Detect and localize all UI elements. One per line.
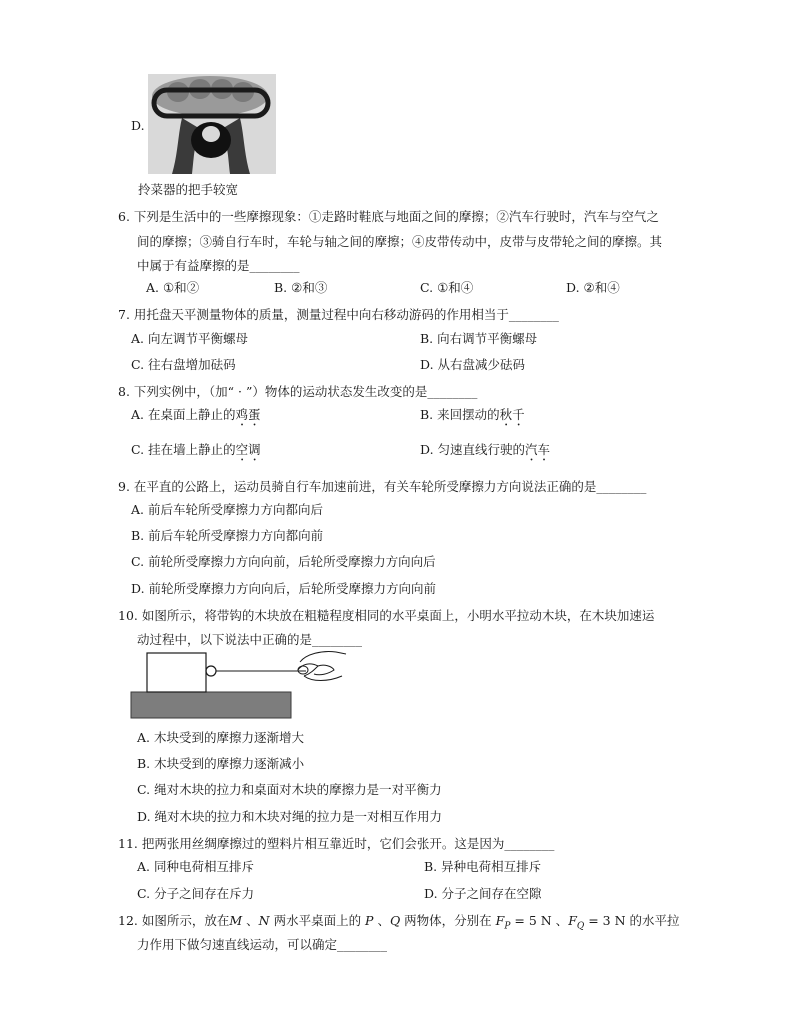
q11-option-c: C. 分子之间存在斥力 xyxy=(137,886,255,901)
q12-force-q-subscript: Q xyxy=(576,921,585,932)
q7-option-d: D. 从右盘减少砝码 xyxy=(420,357,526,372)
q9-option-b: B. 前后车轮所受摩擦力方向都向前 xyxy=(131,528,324,543)
q8-option-d xyxy=(420,440,550,464)
q12-symbol-q: Q xyxy=(389,913,401,928)
q8-option-b xyxy=(420,405,525,429)
q5-option-d-caption: 拎菜器的把手较宽 xyxy=(138,182,239,197)
q12-symbol-p: P xyxy=(365,913,374,928)
q10-option-a: A. 木块受到的摩擦力逐渐增大 xyxy=(137,730,304,745)
q11-stem: 11. 把两张用丝绸摩擦过的塑料片相互靠近时，它们会张开。这是因为________ xyxy=(118,836,555,851)
q12-sep-2: 、 xyxy=(373,913,390,928)
q8-option-d-dotted-object: 汽车 xyxy=(525,442,551,457)
q12-stem-line-1 xyxy=(118,911,680,932)
q9-option-c: C. 前轮所受摩擦力方向向前，后轮所受摩擦力方向向后 xyxy=(131,554,436,569)
q12-force-p-value: = 5 N xyxy=(510,913,552,928)
q8-option-b-dotted-object: 秋千 xyxy=(499,407,525,422)
q12-text-2: 两水平桌面上的 xyxy=(269,913,366,928)
q12-force-q-symbol: F xyxy=(568,913,577,928)
wood-block-pull-diagram xyxy=(128,648,350,722)
q9-option-d: D. 前轮所受摩擦力方向向后，后轮所受摩擦力方向向前 xyxy=(131,581,437,596)
q12-force-p-symbol: F xyxy=(495,913,505,928)
q8-option-a-text: A. 在桌面上静止的 xyxy=(131,407,236,422)
q10-stem-line-1: 10. 如图所示，将带钩的木块放在粗糙程度相同的水平桌面上，小明水平拉动木块，在木块加速运 xyxy=(118,608,655,623)
q5-option-d-label: D. xyxy=(131,118,145,133)
q6-option-d: D. ②和④ xyxy=(566,280,620,295)
q6-stem-line-3: 中属于有益摩擦的是________ xyxy=(137,258,300,273)
q7-option-a: A. 向左调节平衡螺母 xyxy=(131,331,248,346)
q11-option-b: B. 异种电荷相互排斥 xyxy=(424,859,542,874)
q11-option-d: D. 分子之间存在空隙 xyxy=(424,886,542,901)
q11-option-a: A. 同种电荷相互排斥 xyxy=(137,859,254,874)
q7-stem: 7. 用托盘天平测量物体的质量，测量过程中向右移动游码的作用相当于________ xyxy=(118,307,559,322)
q12-sep-3: 、 xyxy=(551,913,569,928)
q10-option-b: B. 木块受到的摩擦力逐渐减小 xyxy=(137,756,305,771)
q6-option-b: B. ②和③ xyxy=(274,280,328,295)
q12-sep-1: 、 xyxy=(242,913,259,928)
q8-option-b-text: B. 来回摆动的 xyxy=(420,407,500,422)
table-surface xyxy=(131,692,291,718)
q8-option-c-text: C. 挂在墙上静止的 xyxy=(131,442,236,457)
q12-stem-line-2: 力作用下做匀速直线运动，可以确定________ xyxy=(137,937,388,952)
q12-symbol-n: N xyxy=(258,913,270,928)
q10-option-d: D. 绳对木块的拉力和木块对绳的拉力是一对相互作用力 xyxy=(137,809,443,824)
q9-stem: 9. 在平直的公路上，运动员骑自行车加速前进，有关车轮所受摩擦力方向说法正确的是________ xyxy=(118,479,647,494)
wood-block xyxy=(147,653,206,692)
q8-option-a-dotted-object: 鸡蛋 xyxy=(235,407,261,422)
block-hook xyxy=(206,666,216,676)
q8-option-a xyxy=(131,405,261,429)
q12-text-3: 两物体，分别在 xyxy=(400,913,496,928)
q12-force-q-value: = 3 N xyxy=(584,913,626,928)
q8-option-d-text: D. 匀速直线行驶的 xyxy=(420,442,526,457)
q6-option-c: C. ①和④ xyxy=(420,280,474,295)
q9-option-a: A. 前后车轮所受摩擦力方向都向后 xyxy=(131,502,323,517)
q6-option-a: A. ①和② xyxy=(146,280,200,295)
bag-carrier-handle-illustration xyxy=(148,74,276,174)
q12-text-1: 12. 如图所示，放在 xyxy=(118,913,230,928)
q8-option-c-dotted-object: 空调 xyxy=(235,442,261,457)
q7-option-b: B. 向右调节平衡螺母 xyxy=(420,331,538,346)
q6-stem-line-1: 6. 下列是生活中的一些摩擦现象：①走路时鞋底与地面之间的摩擦；②汽车行驶时，汽车与空气之 xyxy=(118,209,659,224)
q8-option-c xyxy=(131,440,261,464)
q12-text-4: 的水平拉 xyxy=(625,913,680,928)
q10-option-c: C. 绳对木块的拉力和桌面对木块的摩擦力是一对平衡力 xyxy=(137,782,442,797)
q10-stem-line-2: 动过程中，以下说法中正确的是________ xyxy=(137,632,363,647)
q8-stem: 8. 下列实例中，（加“ · ”）物体的运动状态发生改变的是________ xyxy=(118,384,478,399)
q7-option-c: C. 往右盘增加砝码 xyxy=(131,357,236,372)
q12-symbol-m: M xyxy=(229,913,243,928)
q12-force-p-subscript: P xyxy=(504,921,511,932)
q6-stem-line-2: 间的摩擦；③骑自行车时，车轮与轴之间的摩擦；④皮带传动中，皮带与皮带轮之间的摩擦。其 xyxy=(137,234,663,249)
